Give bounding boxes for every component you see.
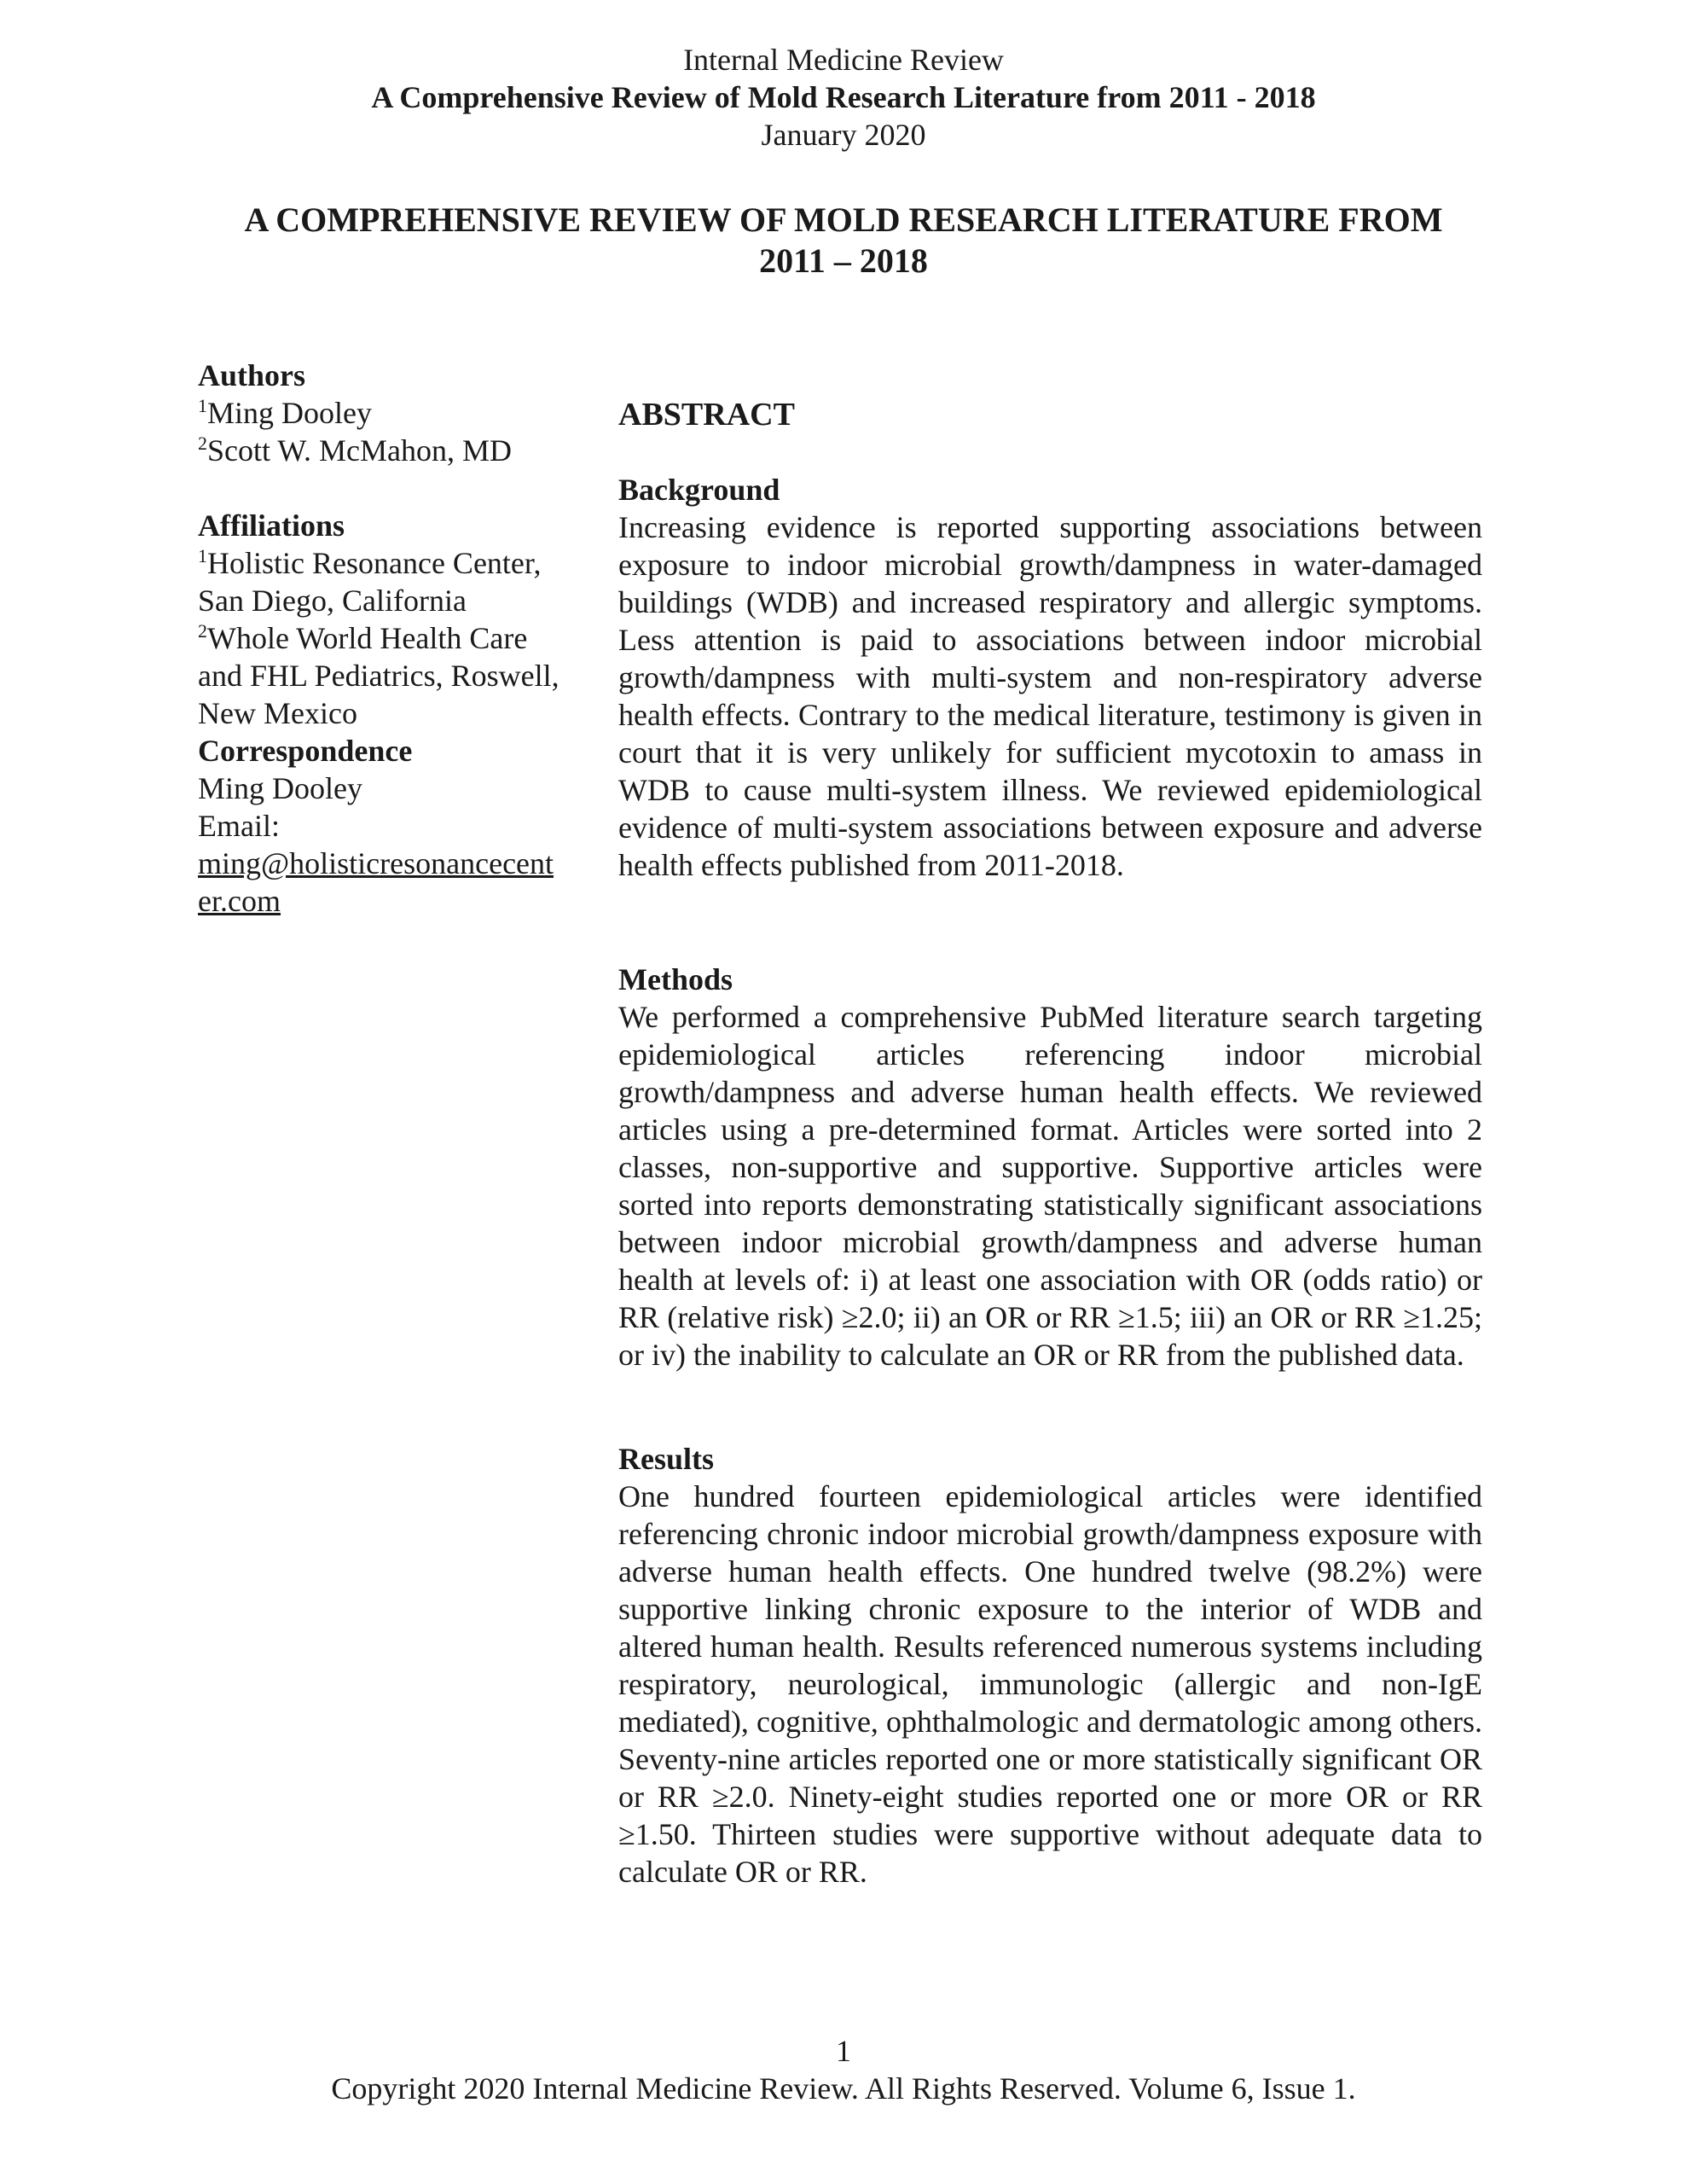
affiliations-heading: Affiliations [198, 508, 345, 543]
results-section [618, 1440, 1482, 1891]
affiliation-1-text: Holistic Resonance Center, San Diego, California [198, 546, 542, 618]
correspondence-name: Ming Dooley [198, 771, 362, 805]
running-title: A Comprehensive Review of Mold Research Literature from 2011 - 2018 [371, 80, 1316, 114]
authors-heading: Authors [198, 358, 306, 392]
affiliation-2 [198, 619, 565, 732]
author-sidebar [198, 357, 565, 920]
author-2 [198, 432, 565, 469]
paper-title-line1: A COMPREHENSIVE REVIEW OF MOLD RESEARCH LITERATURE FROM [244, 200, 1443, 239]
author-1-sup: 1 [198, 395, 207, 416]
issue-date: January 2020 [761, 118, 926, 152]
affiliation-2-text: Whole World Health Care and FHL Pediatrics, Roswell, New Mexico [198, 621, 559, 730]
methods-heading: Methods [618, 962, 733, 996]
affiliation-1 [198, 544, 565, 619]
author-2-name: Scott W. McMahon, MD [207, 433, 513, 468]
background-heading: Background [618, 473, 780, 507]
methods-section [618, 961, 1482, 1374]
author-1 [198, 394, 565, 432]
results-heading: Results [618, 1442, 715, 1476]
correspondence-heading: Correspondence [198, 734, 413, 768]
page-number: 1 [836, 2034, 851, 2068]
affiliation-2-sup: 2 [198, 620, 207, 642]
journal-name: Internal Medicine Review [683, 43, 1004, 77]
abstract-heading: ABSTRACT [618, 397, 795, 433]
background-text: Increasing evidence is reported supporting associations between exposure to indoor microbial growth/dampness in water-damaged buildings (WDB) and increased respiratory and allergic symptoms. Less attention is paid to associations between indoor microbial growth/dampness with multi-system and non-respiratory adverse health effects. Contrary to the medical literature, testimony is given in court that it is very unlikely for sufficient mycotoxin to amass in WDB to cause multi-system illness. We reviewed epidemiological evidence of multi-system associations between exposure and adverse health effects published from 2011-2018. [618, 510, 1482, 882]
email-label: Email: [198, 809, 280, 843]
copyright-footer: Copyright 2020 Internal Medicine Review. All Rights Reserved. Volume 6, Issue 1. [331, 2071, 1356, 2106]
affiliation-1-sup: 1 [198, 545, 207, 566]
author-2-sup: 2 [198, 433, 207, 454]
methods-text: We performed a comprehensive PubMed literature search targeting epidemiological articles referencing indoor microbial growth/dampness and adverse human health effects. We reviewed articles using a pre-determined format. Articles were sorted into 2 classes, non-supportive and supportive. Supportive articles were sorted into reports demonstrating statistically significant associations between indoor microbial growth/dampness and adverse human health at levels of: i) at least one association with OR (odds ratio) or RR (relative risk) ≥2.0; ii) an OR or RR ≥1.5; iii) an OR or RR ≥1.25; or iv) the inability to calculate an OR or RR from the published data. [618, 1000, 1482, 1372]
email-link[interactable]: ming@holisticresonancecenter.com [198, 846, 554, 918]
paper-title-line2: 2011 – 2018 [759, 241, 928, 280]
results-text: One hundred fourteen epidemiological articles were identified referencing chronic indoor microbial growth/dampness exposure with adverse human health effects. One hundred twelve (98.2%) were supportive linking chronic exposure to the interior of WDB and altered human health. Results referenced numerous systems including respiratory, neurological, immunologic (allergic and non-IgE mediated), cognitive, ophthalmologic and dermatologic among others. Seventy-nine articles reported one or more statistically significant OR or RR ≥2.0. Ninety-eight studies reported one or more OR or RR ≥1.50. Thirteen studies were supportive without adequate data to calculate OR or RR. [618, 1479, 1482, 1889]
background-section [618, 471, 1482, 884]
author-1-name: Ming Dooley [207, 396, 372, 430]
